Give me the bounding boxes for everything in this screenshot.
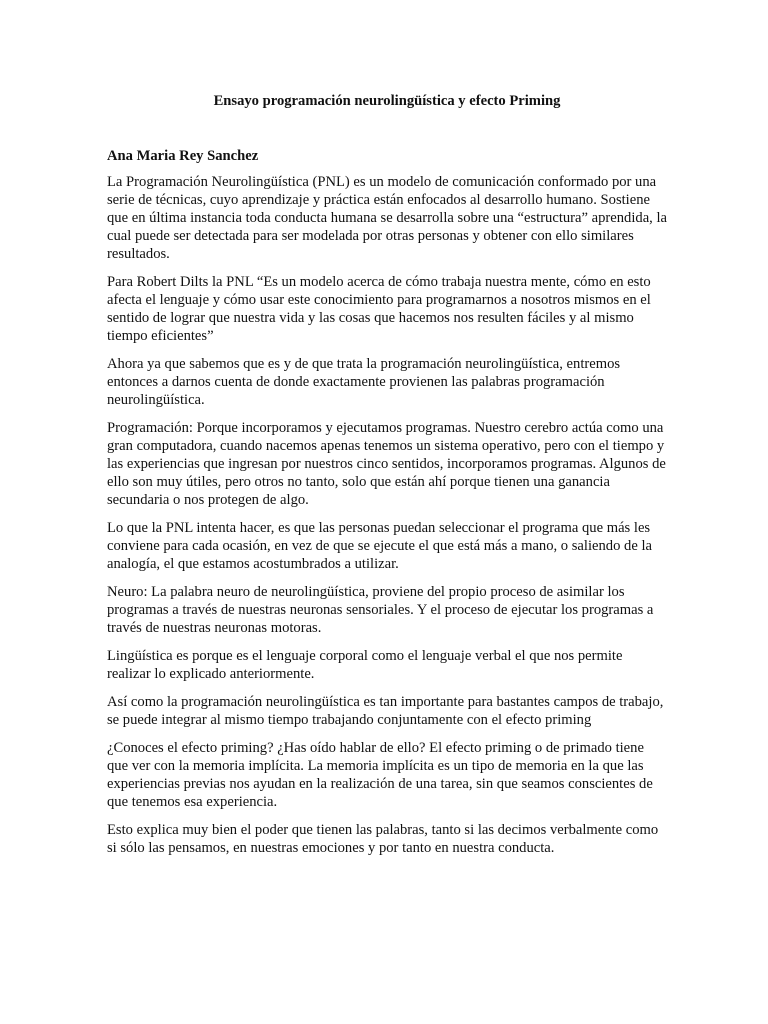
paragraph-robert-dilts: Para Robert Dilts la PNL “Es un modelo acerca de cómo trabaja nuestra mente, cómo en esto afecta el lenguaje y cómo usar este conocimiento para programarnos a nosotros mismos en el sentido de lograr que nuestra vida y las cosas que hacemos nos resulten fáciles y al mismo tiempo eficientes” [107,274,651,344]
paragraph-priming-intro: Así como la programación neurolingüística es tan importante para bastantes campos de trabajo, se puede integrar al mismo tiempo trabajando conjuntamente con el efecto priming [107,694,664,728]
paragraph-origin-of-words: Ahora ya que sabemos que es y de que trata la programación neurolingüística, entremos entonces a darnos cuenta de donde exactamente provienen las palabras programación neurolingüística. [107,356,621,408]
document-author: Ana Maria Rey Sanchez [107,148,259,164]
document-body [107,92,667,867]
paragraph-neuro: Neuro: La palabra neuro de neurolingüística, proviene del propio proceso de asimilar los programas a través de nuestras neuronas sensoriales. Y el proceso de ejecutar los programas a través de nuestras neuronas motoras. [107,584,654,636]
paragraph-pnl-definition: La Programación Neurolingüística (PNL) es un modelo de comunicación conformado por una serie de técnicas, cuyo aprendizaje y práctica están enfocados al desarrollo humano. Sostiene que en última instancia toda conducta humana se desarrolla sobre una “estructura” aprendida, la cual puede ser detectada para ser modelada por otras personas y obtener con ello similares resultados. [107,174,668,262]
paragraph-pnl-goal: Lo que la PNL intenta hacer, es que las personas puedan seleccionar el programa que más les conviene para cada ocasión, en vez de que se ejecute el que está más a mano, o saliendo de la analogía, el que estamos acostumbrados a utilizar. [107,520,652,572]
document-title: Ensayo programación neurolingüística y efecto Priming [213,93,561,109]
paragraph-priming-definition: ¿Conoces el efecto priming? ¿Has oído hablar de ello? El efecto priming o de primado tiene que ver con la memoria implícita. La memoria implícita es un tipo de memoria en la que las experiencias previas nos ayudan en la realización de una tarea, sin que seamos conscientes de que tenemos esa experiencia. [107,740,653,810]
paragraph-power-of-words: Esto explica muy bien el poder que tienen las palabras, tanto si las decimos verbalmente como si sólo las pensamos, en nuestras emociones y por tanto en nuestra conducta. [107,822,659,856]
paragraph-linguistica: Lingüística es porque es el lenguaje corporal como el lenguaje verbal el que nos permite realizar lo explicado anteriormente. [107,648,623,682]
paragraph-programacion: Programación: Porque incorporamos y ejecutamos programas. Nuestro cerebro actúa como una gran computadora, cuando nacemos apenas tenemos un sistema operativo, pero con el tiempo y las experiencias que ingresan por nuestros cinco sentidos, incorporamos programas. Algunos de ello son muy útiles, pero otros no tanto, solo que están ahí porque tienen una ganancia secundaria o nos protegen de algo. [107,420,666,508]
